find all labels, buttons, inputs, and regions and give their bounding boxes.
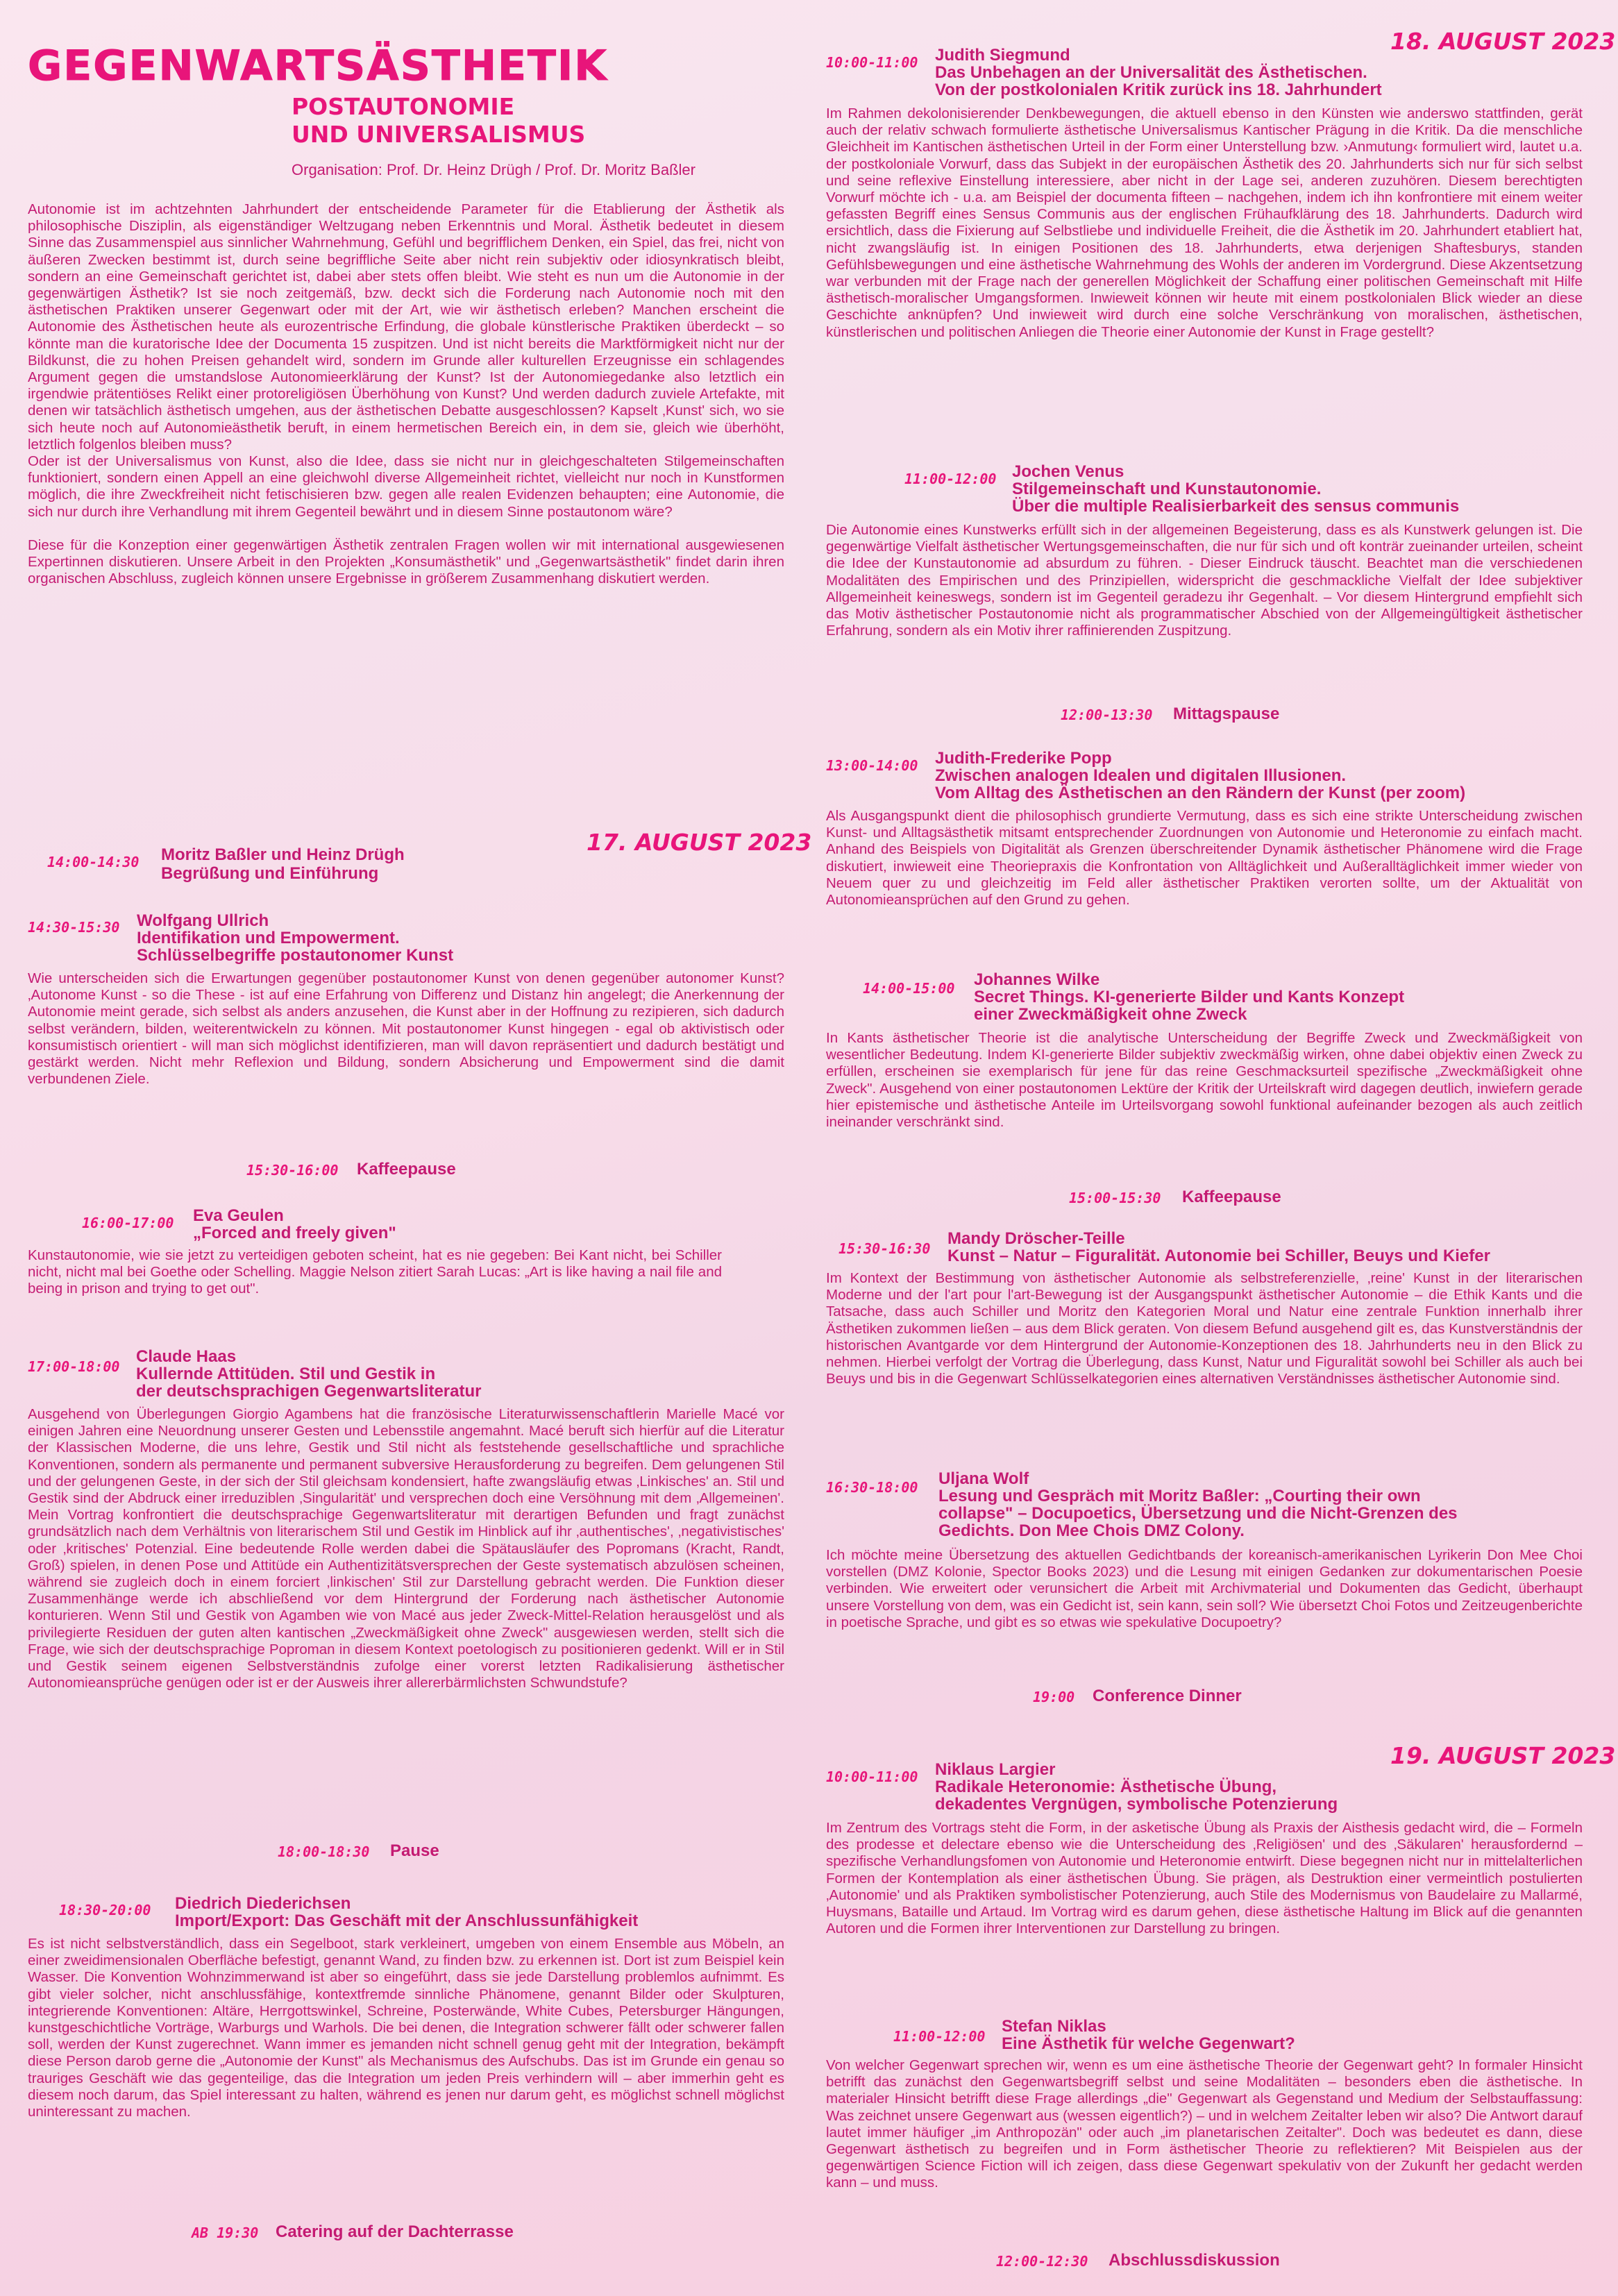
session-abstract: Wie unterscheiden sich die Erwartungen gegenüber postautonomer Kunst von denen gegenüber autonomer Kunst? ‚Autonome Kunst - so die These - ist auf eine Erfahrung von Differenz und Distanz hin angelegt; die Anerkennung der Autonomie meint gerade, sich selbst als anders anzusehen, die Kunst aber in der Hoffnung zu rezipieren, sich dadurch selbst verändern, bilden, weiterentwickeln zu können. Mit postautonomer Kunst hingegen - egal ob aktivistisch oder konsumistisch orientiert - will man sich möglichst identifizieren, man will davon repräsentiert und dadurch bestätigt und gestärkt werden. Nicht mehr Reflexion und Bildung, sondern Absicherung und Empowerment sind die damit verbundenen Ziele. xyxy=(28,970,784,1088)
session-time: 10:00-11:00 xyxy=(826,1769,918,1785)
session-title: Stilgemeinschaft und Kunstautonomie. xyxy=(1012,480,1322,498)
session-title: Über die multiple Realisierbarkeit des sensus communis xyxy=(1012,497,1460,516)
session-title: Identifikation und Empowerment. xyxy=(137,929,400,947)
session-title: der deutschsprachigen Gegenwartsliteratur xyxy=(136,1382,482,1401)
session-time: 10:00-11:00 xyxy=(826,54,918,71)
session-title: „Forced and freely given" xyxy=(193,1224,396,1242)
session-title: Kullernde Attitüden. Stil und Gestik in xyxy=(136,1365,436,1383)
session-title: Begrüßung und Einführung xyxy=(161,864,379,883)
session-time: 17:00-18:00 xyxy=(28,1358,120,1375)
organisation-credit: Organisation: Prof. Dr. Heinz Drügh / Prof. Dr. Moritz Baßler xyxy=(292,161,696,178)
session-time: 16:00-17:00 xyxy=(82,1215,174,1231)
session-speaker: Johannes Wilke xyxy=(974,970,1100,989)
intro-paragraph-2: Oder ist der Universalismus von Kunst, also die Idee, dass sie nicht nur in gleichgeschalteten Stilgemeinschaften funktioniert, sondern einen Appell an eine gleichwohl diverse Allgemeinheit richtet, vielleicht nur noch in Kunstformen möglich, die ihre Zweckfreiheit nicht fetischisieren bzw. gegen alle realen Evidenzen behaupten; eine Autonomie, die sich nur durch ihre Verhandlung mit ihrem Gegenteil bewährt und in diesem Sinne postautonom wäre? xyxy=(28,453,784,520)
session-title: Radikale Heteronomie: Ästhetische Übung, xyxy=(935,1778,1277,1796)
date-heading-17-august: 17. AUGUST 2023 xyxy=(587,829,812,856)
session-time: 11:00-12:00 xyxy=(904,471,997,487)
session-abstract: Im Zentrum des Vortrags steht die Form, in der asketische Übung als Praxis der Aisthesis gedacht wird, die – Formeln des prodesse et delectare ebenso wie die Unterscheidung des ‚Religiösen' und des ‚Säkularen' herausfordernd – spezifische Verhandlungsfomen von Autonomie und Heteronomie entwirft. Diese begegnen nicht nur in mittelalterlichen Formen der Kontemplation als einer ästhetischen Übung. Sie prägen, als Destruktion einer vermeintlich postulierten ‚Autonomie' und als Praktiken symbolistischer Potenzierung, auch Stile des Modernismus von Baudelaire zu Mallarmé, Huysmans, Bataille und Artaud. Im Vortrag wird es darum gehen, diese ästhetische Haltung im Blick auf die genannten Autoren und die Formen ihrer Interventionen zur Darstellung zu bringen. xyxy=(826,1820,1583,1937)
break-label: Kaffeepause xyxy=(357,1160,456,1179)
poster-title: GEGENWARTSÄSTHETIK xyxy=(28,42,608,90)
intro-text xyxy=(28,201,784,587)
session-speaker: Judith Siegmund xyxy=(935,46,1070,65)
session-abstract: Es ist nicht selbstverständlich, dass ein Segelboot, stark verkleinert, umgeben von einem Ensemble aus Möbeln, an einer zweidimensionalen Oberfläche befestigt, genannt Wand, zu finden bzw. zu erkennen ist. Dort ist zum Beispiel kein Wasser. Die Konvention Wohnzimmerwand ist aber so eingeführt, dass sie jede Darstellung problemlos aufnimmt. Es gibt vieler solcher, nicht anschlussfähige, kontextfremde sinnliche Phänomene, genannt Bilder oder Skulpturen, integrierende Konventionen: Altäre, Herrgottswinkel, Schreine, Posterwände, White Cubes, Petersburger Hängungen, kunstgeschichtliche Vorträge, Warburgs und Warhols. Die bei denen, die Integration schwerer fällt oder schwerer fallen soll, werden der Kunst zugerechnet. Wann immer es jemanden nicht schnell genug geht mit der Integration, bekämpft diese Person darob gerne die „Autonomie der Kunst" als Mechanismus des Aufschubs. Das ist im Grunde ein genau so trauriges Geschäft wie das gegenteilige, das die Integration um jeden Preis verhindern will – aber immerhin geht es diesem noch darum, das Spiel interessant zu halten, während es jenen nur darum geht, es möglichst schnell möglichst uninteressant zu machen. xyxy=(28,1936,784,2120)
session-abstract: Im Kontext der Bestimmung von ästhetischer Autonomie als selbstreferenzielle, ‚reine' Kunst in der literarischen Moderne und der l'art pour l'art-Bewegung ist der Ausgangspunkt ästhetischer Autonomie – die Ethik Kants und die Tatsache, dass auch Schiller und Moritz den Kategorien Moral und Natur eine zentrale Funktion innerhalb ihrer Ästhetiken zukommen ließen – aus dem Blick geraten. Von diesem Befund ausgehend gilt es, das Kunstverständnis der historischen Avantgarde vor dem Hintergrund der Autonomie-Konzeptionen des 18. Jahrhunderts neu in den Blick zu nehmen. Hierbei verfolgt der Vortrag die Überlegung, dass Kunst, Natur und Figuralität sowohl bei Schiller als auch bei Beuys und bis in die Gegenwart Schlüsselkategorien eines alternativen Verständnisses ästhetischer Autonomie sind. xyxy=(826,1270,1583,1387)
break-time: 19:00 xyxy=(1033,1689,1075,1705)
break-label: Conference Dinner xyxy=(1093,1687,1242,1705)
session-time: 15:30-16:30 xyxy=(839,1240,931,1257)
session-abstract: Ausgehend von Überlegungen Giorgio Agambens hat die französische Literaturwissenschaftlerin Marielle Macé vor einigen Jahren eine Neuordnung unserer Gesten und Lebensstile angemahnt. Macé beruft sich hierfür auf die Literatur der Klassischen Moderne, die uns lehre, Gestik und Stil nicht als feststehende gesellschaftliche und sprachliche Konventionen, sondern als permanente und permanent subversive Herausforderung zu begreifen. Dem gelungenen Stil und der gelungenen Geste, in der sich der Stil gleichsam kondensiert, hafte zwangsläufig etwas ‚Linkisches' an. Stil und Gestik sind der Abdruck einer irreduziblen ‚Singularität' und versprechen doch eine Versöhnung mit dem ‚Allgemeinen'. Mein Vortrag konfrontiert die deutschsprachige Gegenwartsliteratur mit derartigen Befunden und fragt zunächst grundsätzlich nach dem Verhältnis von literarischem Stil und Gestik im Hinblick auf ihr ‚authentisches', ‚negativistisches' oder ‚kritisches' Potenzial. Eine bedeutende Rolle werden dabei die Spätausläufer des Popromans (Kracht, Randt, Groß) spielen, in denen Pose und Attitüde ein Authentizitätsversprechen der Geste systematisch abzulösen scheinen, während sie zugleich doch in einem forciert ‚linkischen' Stil zur Darstellung gebracht werden. Die Funktion dieser Zusammenhänge werde ich abschließend vor dem Hintergrund der Forderung nach ästhetischer Autonomie konturieren. Wenn Stil und Gestik von Agamben wie von Macé aus jeder Zweck-Mittel-Relation herausgelöst und als privilegierte Residuen der guten alten kantischen „Zweckmäßigkeit ohne Zweck" ausgewiesen werden, stellt sich die Frage, wie sich der deutschsprachige Poproman in diesem Kontext poetologisch zu positionieren gedenkt. Will er in Stil und Gestik seinem eigenen Selbstverständnis zufolge einer vorerst letzten Radikalisierung ästhetischer Autonomieansprüche genügen oder ist er der Ausweis ihrer allererbärmlichsten Schwundstufe? xyxy=(28,1406,784,1691)
session-title: Vom Alltag des Ästhetischen an den Rändern der Kunst (per zoom) xyxy=(935,784,1466,802)
intro-paragraph-1: Autonomie ist im achtzehnten Jahrhundert der entscheidende Parameter für die Etablierung der Ästhetik als philosophische Disziplin, als eigenständiger Weltzugang neben Erkenntnis und Moral. Ästhetik bedeutet in diesem Sinne das Zusammenspiel aus sinnlicher Wahrnehmung, Gefühl und begrifflichem Denken, ein Spiel, das frei, nicht von äußeren Zwecken bestimmt ist, durch seine begriffliche Seite aber nicht rein subjektiv oder idiosynkratisch bleibt, sondern an eine Gemeinschaft gerichtet ist, dabei aber stets offen bleibt. Wie steht es nun um die Autonomie in der gegenwärtigen Ästhetik? Ist sie noch zeitgemäß, bzw. deckt sich die Forderung nach Autonomie noch mit den ästhetischen Praktiken unserer Gegenwart oder mit der Art, wie wir ästhetisch erleben? Manchen erscheint die Autonomie des Ästhetischen heute als eurozentrische Erfindung, die globale künstlerische Praktiken überdeckt – so könnte man die kuratorische Idee der Documenta 15 zuspitzen. Und ist nicht bereits die Marktförmigkeit nicht nur der Bildkunst, die zu hohen Preisen gehandelt wird, sondern im Grunde aller kulturellen Erzeugnisse ein schlagendes Argument gegen die umstandslose Autonomieerklärung der Kunst? Ist der Autonomiegedanke also letztlich ein irgendwie prätentiöses Relikt einer protoreligiösen Überhöhung von Kunst? Und werden dadurch zuviele Artefakte, mit denen wir tatsächlich ästhetisch umgehen, aus der ästhetischen Debatte ausgeschlossen? Kapselt ‚Kunst' sich, wo sie sich heute noch auf Autonomieästhetik beruft, in einem hermetischen Bereich ein, in dem sie, gleich wie überhöht, letztlich folgenlos bleiben muss? xyxy=(28,201,784,453)
break-time: 12:00-12:30 xyxy=(996,2253,1088,2270)
session-speaker: Jochen Venus xyxy=(1012,462,1124,481)
session-title: Kunst – Natur – Figuralität. Autonomie bei Schiller, Beuys und Kiefer xyxy=(947,1247,1490,1265)
session-title: dekadentes Vergnügen, symbolische Potenzierung xyxy=(935,1795,1338,1814)
session-time: 14:00-14:30 xyxy=(47,854,140,870)
intro-paragraph-3: Diese für die Konzeption einer gegenwärtigen Ästhetik zentralen Fragen wollen wir mit international ausgewiesenen Expertinnen diskutieren. Unsere Arbeit in den Projekten „Konsumästhetik" und „Gegenwartsästhetik" findet darin ihren organischen Abschluss, zugleich können unsere Ergebnisse in größerem Zusammenhang diskutiert werden. xyxy=(28,537,784,587)
session-abstract: Von welcher Gegenwart sprechen wir, wenn es um eine ästhetische Theorie der Gegenwart geht? In formaler Hinsicht betrifft das zunächst den Gegenwartsbegriff selbst und seine Modalitäten – besonders eben die ästhetische. In materialer Hinsicht betrifft diese Frage allerdings „die" Gegenwart als Gegenstand und Medium der Selbstauffassung: Was zeichnet unsere Gegenwart aus (wessen eigentlich?) – und in welchem Zeitalter leben wir also? Die Antwort darauf lautet immer häufiger „im Anthropozän" oder auch „im planetarischen Zeitalter". Doch was bedeutet es dann, diese Gegenwart ästhetisch zu begreifen und in Form ästhetischer Theorie zu reflektieren? Mit Beispielen aus der gegenwärtigen Science Fiction will ich zeigen, dass diese Gegenwart spekulativ von der Zukunft her gedacht werden kann – und muss. xyxy=(826,2057,1583,2191)
break-label: Mittagspause xyxy=(1173,704,1280,723)
break-time: 15:00-15:30 xyxy=(1069,1190,1161,1206)
break-label: Pause xyxy=(390,1841,439,1860)
session-abstract: In Kants ästhetischer Theorie ist die analytische Unterscheidung der Begriffe Zweck und Zweckmäßigkeit von wesentlicher Bedeutung. Indem KI-generierte Bilder subjektiv zweckmäßig wirken, ohne dabei objektiv einen Zweck zu erfüllen, erscheinen sie exemplarisch für jene für das reine Geschmacksurteil spezifische „Zweckmäßigkeit ohne Zweck". Ausgehend von einer postautonomen Lektüre der Kritik der Urteilskraft wird dagegen deutlich, inwiefern gerade hier epistemische und ästhetische Anteile im Urteilsvorgang sowohl funktional aufeinander bezogen als auch zeitlich ineinander verschränkt sind. xyxy=(826,1030,1583,1131)
session-title: Von der postkolonialen Kritik zurück ins 18. Jahrhundert xyxy=(935,81,1382,99)
session-speaker: Diedrich Diederichsen xyxy=(175,1894,351,1913)
session-title: Eine Ästhetik für welche Gegenwart? xyxy=(1002,2034,1295,2053)
session-title: Gedichts. Don Mee Chois DMZ Colony. xyxy=(938,1521,1245,1540)
session-time: 11:00-12:00 xyxy=(893,2028,986,2045)
session-title: einer Zweckmäßigkeit ohne Zweck xyxy=(974,1005,1247,1024)
break-time: 12:00-13:30 xyxy=(1061,707,1153,723)
session-title: Zwischen analogen Idealen und digitalen Illusionen. xyxy=(935,766,1347,785)
session-speaker: Mandy Dröscher-Teille xyxy=(947,1229,1125,1248)
session-title: Das Unbehagen an der Universalität des Ästhetischen. xyxy=(935,63,1367,82)
poster-subtitle-line1: POSTAUTONOMIE xyxy=(292,93,515,120)
session-speaker: Wolfgang Ullrich xyxy=(137,911,269,930)
session-abstract: Im Rahmen dekolonisierender Denkbewegungen, die aktuell ebenso in den Künsten wie anderswo stattfinden, gerät auch der relativ schwach formulierte ästhetische Universalismus Kantischer Prägung in die Kritik. Da die menschliche Gleichheit im Kantischen ästhetischen Urteil in der Form einer Unterstellung bzw. ›Anmutung‹ formuliert wird, lautet u.a. der postkoloniale Vorwurf, dass das Subjekt in der europäischen Ästhetik des 20. Jahrhunderts sich nur für sich selbst und seine reflexive Einstellung interessiere, aber nicht in der Lage sei, anderen zuzuhören. Diesem berechtigten Vorwurf möchte ich - u.a. am Beispiel der documenta fifteen – nachgehen, indem ich ihn konfrontiere mit einem weiter gefassten Begriff eines Sensus Communis aus der englischen Frühaufklärung des 18. Jahrhunderts. Dadurch wird ersichtlich, dass die Fixierung auf Selbstliebe und individuelle Freiheit, die die Ästhetik im 20. Jahrhundert etabliert hat, nicht zwangsläufig ist. In einigen Positionen des 18. Jahrhunderts, etwa derjenigen Shaftesburys, standen Gefühlsbewegungen und eine ästhetische Wahrnehmung des Wohls der anderen im Vordergrund. Diese Akzentsetzung war verbunden mit der Frage nach der generellen Möglichkeit der Schaffung einer politischen Gemeinschaft mit Hilfe ästhetisch-moralischer Umgangsformen. Inwieweit können wir heute mit einem postkolonialen Blick wieder an diese Geschichte anknüpfen? Und inwieweit wird durch eine solche Verschränkung von moralischen, ästhetischen, künstlerischen und politischen Anliegen die Theorie einer Autonomie der Kunst in Frage gestellt? xyxy=(826,105,1583,340)
session-abstract: Ich möchte meine Übersetzung des aktuellen Gedichtbands der koreanisch-amerikanischen Lyrikerin Don Mee Choi vorstellen (DMZ Kolonie, Spector Books 2023) und die Lesung mit einigen Gedanken zur dokumentarischen Poesie verbinden. Wie erweitert oder verunsichert die Arbeit mit Archivmaterial und Dokumenten das Gedicht, überhaupt unsere Vorstellung von dem, was ein Gedicht ist, sein kann, sein soll? Wie übersetzt Choi Fotos und Zeitzeugenberichte in poetische Sprache, und gibt es so etwas wie spekulative Docupoetry? xyxy=(826,1547,1583,1630)
session-speaker: Judith-Frederike Popp xyxy=(935,749,1112,768)
break-label: Catering auf der Dachterrasse xyxy=(276,2222,514,2241)
session-time: 18:30-20:00 xyxy=(59,1902,151,1918)
session-time: 13:00-14:00 xyxy=(826,757,918,774)
session-abstract: Die Autonomie eines Kunstwerks erfüllt sich in der allgemeinen Begeisterung, dass es als Kunstwerk gelungen ist. Die gegenwärtige Vielfalt ästhetischer Wertungsgemeinschaften, die nur für sich und oft konträr zueinander urteilen, scheint die Idee der Kunstautonomie ad absurdum zu führen. - Dieser Eindruck täuscht. Beachtet man die verschiedenen Modalitäten des Empirischen und des Prinzipiellen, widerspricht die geschmackliche Vielfalt der Idee subjektiver Allgemeinheit keineswegs, sondern ist im Gegenteil geradezu ihr Gegenhalt. – Vor diesem Hintergrund empfiehlt sich das Motiv ästhetischer Postautonomie nicht als programmatischer Abschied von der Allgemeingültigkeit ästhetischer Erfahrung, sondern als ein Motiv ihrer raffinierenden Zuspitzung. xyxy=(826,522,1583,639)
break-time: 18:00-18:30 xyxy=(278,1843,370,1860)
session-abstract: Als Ausgangspunkt dient die philosophisch grundierte Vermutung, dass es sich eine strikte Unterscheidung zwischen Kunst- und Alltagsästhetik mitsamt entsprechender Zuordnungen von Autonomie und Heteronomie zu einfach macht. Anhand des Beispiels von Digitalität als Grenzen überschreitender Dynamik ästhetischer Phänomene wird die Frage diskutiert, inwieweit eine Theoriepraxis die Konfrontation von Alltäglichkeit und Außeralltäglichkeit immer wieder von Neuem quer zu und gleichzeitig im Feld aller ästhetischer Praktiken verorten sollte, um der Aktualität von Autonomieansprüchen auf den Grund zu gehen. xyxy=(826,808,1583,909)
session-title: Lesung und Gespräch mit Moritz Baßler: „Courting their own xyxy=(938,1487,1421,1505)
break-time: 15:30-16:00 xyxy=(246,1162,339,1179)
session-title: Schlüsselbegriffe postautonomer Kunst xyxy=(137,946,454,965)
session-abstract: Kunstautonomie, wie sie jetzt zu verteidigen geboten scheint, hat es nie gegeben: Bei Kant nicht, bei Schiller nicht, nicht mal bei Goethe oder Schelling. Maggie Nelson zitiert Sarah Lucas: „Art is like having a nail file and being in prison and trying to get out". xyxy=(28,1247,722,1297)
session-speaker: Stefan Niklas xyxy=(1002,2017,1106,2036)
session-speaker: Moritz Baßler und Heinz Drügh xyxy=(161,845,405,864)
session-speaker: Eva Geulen xyxy=(193,1206,284,1225)
session-time: 16:30-18:00 xyxy=(826,1479,918,1496)
session-speaker: Niklaus Largier xyxy=(935,1760,1056,1779)
session-speaker: Uljana Wolf xyxy=(938,1469,1029,1488)
break-label: Kaffeepause xyxy=(1182,1188,1281,1206)
date-heading-18-august: 18. AUGUST 2023 xyxy=(1390,28,1616,55)
break-label: Abschlussdiskussion xyxy=(1109,2251,1280,2270)
break-time: AB 19:30 xyxy=(192,2225,259,2241)
poster-subtitle-line2: UND UNIVERSALISMUS xyxy=(292,121,586,148)
session-speaker: Claude Haas xyxy=(136,1347,237,1366)
session-time: 14:30-15:30 xyxy=(28,919,120,936)
session-title: collapse" – Docupoetics, Übersetzung und die Nicht-Grenzen des xyxy=(938,1504,1458,1523)
session-title: Secret Things. KI-generierte Bilder und Kants Konzept xyxy=(974,988,1405,1006)
session-time: 14:00-15:00 xyxy=(863,980,955,997)
session-title: Import/Export: Das Geschäft mit der Anschlussunfähigkeit xyxy=(175,1911,639,1930)
date-heading-19-august: 19. AUGUST 2023 xyxy=(1390,1742,1616,1769)
